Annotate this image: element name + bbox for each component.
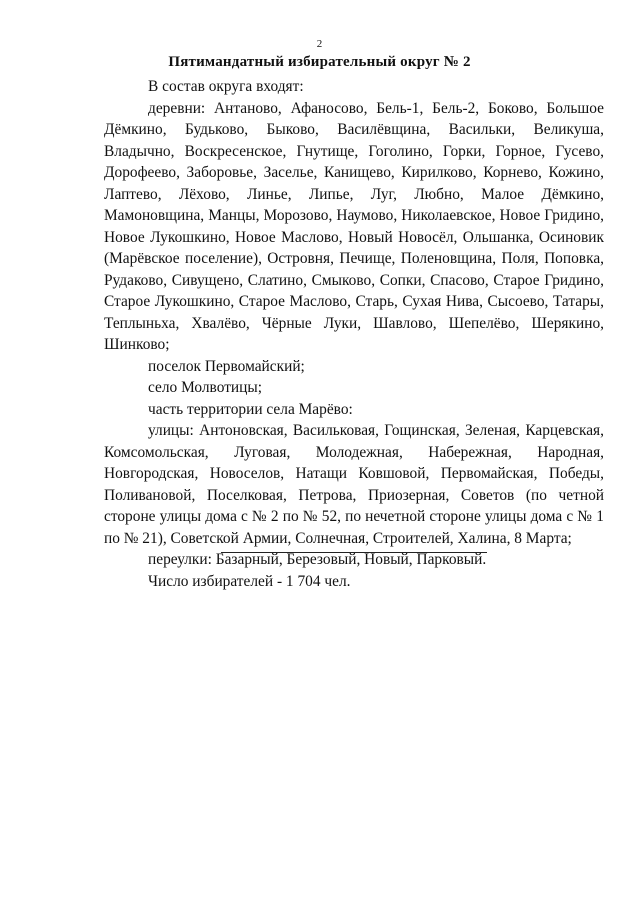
lanes-list: переулки: Базарный, Березовый, Новый, Парковый. xyxy=(148,551,487,568)
territory-part-line: часть территории села Марёво: xyxy=(148,400,353,418)
settlement-line: поселок Первомайский; xyxy=(148,357,305,375)
separator-line xyxy=(221,552,487,553)
voter-count: Число избирателей - 1 704 чел. xyxy=(148,572,351,590)
streets-list: улицы: Антоновская, Васильковая, Гощинская, Зеленая, Карцевская, Комсомольская, Луговая, Молодежная, Набережная, Народная, Новгородская, Новоселов, Натащи Ковшовой, Первомайская, Победы, Поливановой, Поселковая, Петрова, Приозерная, Советов (по четной стороне улицы дома с № 2 по № 52, по нечетной стороне улицы дома с № 1 по № 21), Советской Армии, Солнечная, Строителей, Халина, 8 Марта; xyxy=(104,422,604,547)
village-line: село Молвотицы; xyxy=(148,379,263,396)
intro-line: В состав округа входят: xyxy=(148,78,304,95)
district-description xyxy=(104,76,604,592)
villages-list: деревни: Антаново, Афаносово, Бель-1, Бель-2, Боково, Большое Дёмкино, Будьково, Быково, Василёвщина, Васильки, Великуша, Владычно, Воскресенское, Гнутище, Гоголино, Горки, Горное, Гусево, Дорофеево, Заборовье, Заселье, Канищево, Кирилково, Корнево, Кожино, Лаптево, Лёхово, Линье, Липье, Луг, Любно, Малое Дёмкино, Мамоновщина, Манцы, Морозово, Наумово, Николаевское, Новое Гридино, Новое Лукошкино, Новое Маслово, Новый Новосёл, Ольшанка, Осиновик (Марёвское поселение), Островня, Печище, Поленовщина, Поля, Поповка, Рудаково, Сивущено, Слатино, Смыково, Сопки, Спасово, Старое Гридино, Старое Лукошкино, Старое Маслово, Старь, Сухая Нива, Сысоево, Татары, Теплыньха, Хвалёво, Чёрные Луки, Шавлово, Шепелёво, Шерякино, Шинково; xyxy=(104,99,604,353)
district-title: Пятимандатный избирательный округ № 2 xyxy=(168,54,471,70)
page-number: 2 xyxy=(316,38,323,50)
